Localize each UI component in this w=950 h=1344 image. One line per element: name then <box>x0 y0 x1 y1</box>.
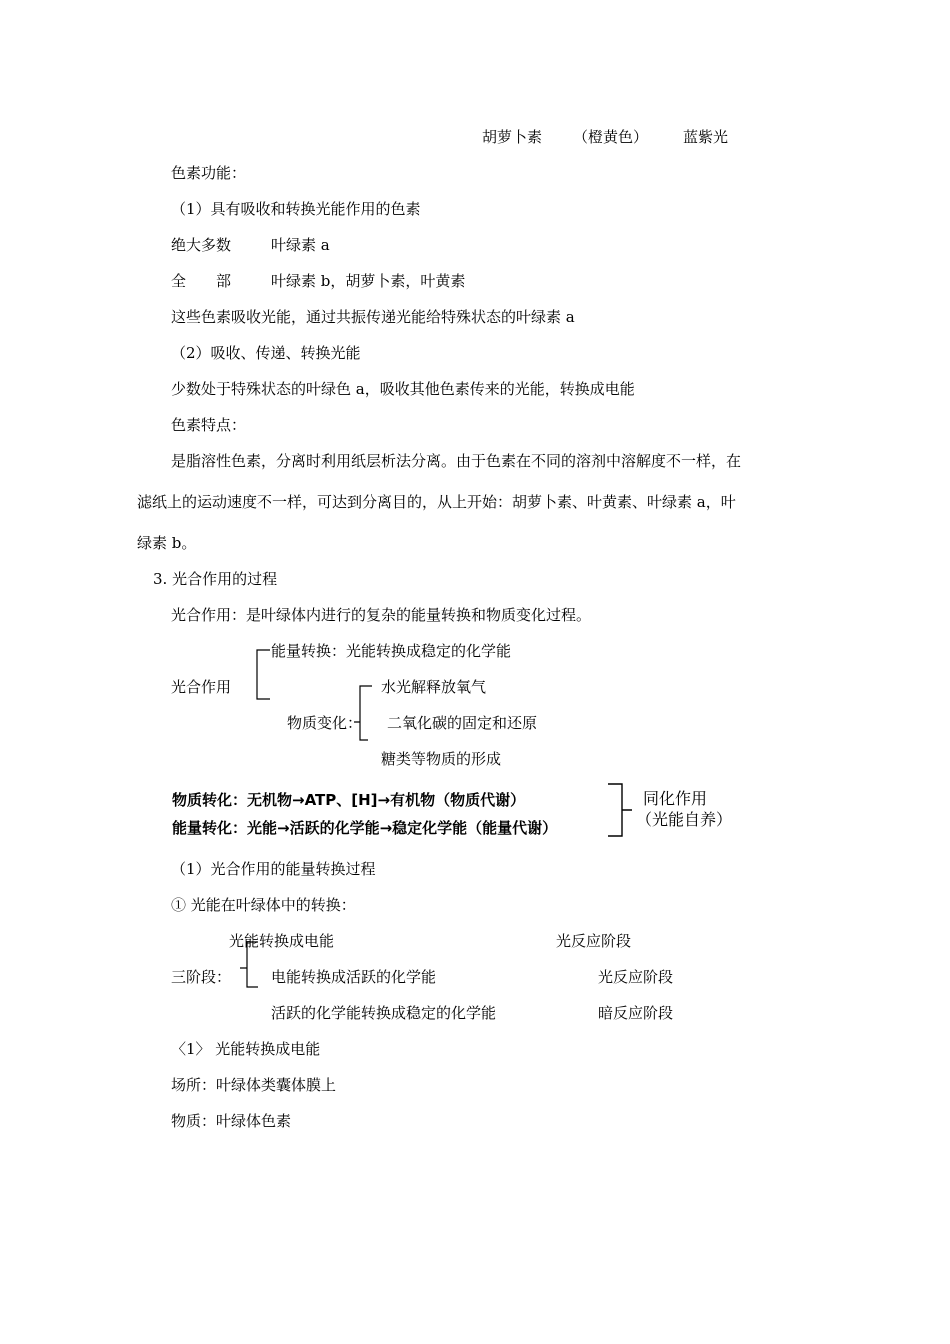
summary-right-title: 同化作用 <box>643 789 708 808</box>
func1-note: 这些色素吸收光能，通过共振传递光能给特殊状态的叶绿素 a <box>171 308 575 326</box>
main-brace <box>257 650 270 699</box>
feature-line-3: 绿素 b。 <box>137 534 197 552</box>
stage-2-phase: 光反应阶段 <box>598 968 674 986</box>
diagram-root: 光合作用 <box>171 678 232 696</box>
step1-title: 〈1〉 光能转换成电能 <box>171 1040 321 1058</box>
func2-title: （2）吸收、传递、转换光能 <box>171 344 361 362</box>
matter-brace <box>354 686 372 740</box>
pigment-name: 胡萝卜素 <box>482 128 543 146</box>
diagram-energy: 能量转换：光能转换成稳定的化学能 <box>271 642 512 660</box>
sub1-title: （1）光合作用的能量转换过程 <box>171 860 376 878</box>
summary-matter-line: 物质转化：无机物→ATP、[H]→有机物（物质代谢） <box>172 791 526 809</box>
func1-title: （1）具有吸收和转换光能作用的色素 <box>171 200 421 218</box>
sub1-point: ① 光能在叶绿体中的转换： <box>171 896 356 914</box>
feature-heading: 色素特点： <box>171 416 247 434</box>
feature-line-2: 滤纸上的运动速度不一样，可达到分离目的，从上开始：胡萝卜素、叶黄素、叶绿素 a，叶 <box>137 493 736 511</box>
diagram-matter-item-2: 二氧化碳的固定和还原 <box>387 714 538 732</box>
summary-brace <box>608 784 632 836</box>
func1-row2-value: 叶绿素 b，胡萝卜素，叶黄素 <box>271 272 466 290</box>
diagram-matter-item-1: 水光解释放氧气 <box>381 678 487 696</box>
step1-place: 场所：叶绿体类囊体膜上 <box>171 1076 337 1094</box>
stage-1-process: 光能转换成电能 <box>229 932 335 950</box>
diagram-matter-label: 物质变化： <box>287 714 363 732</box>
func1-row2-label: 全 部 <box>171 272 232 290</box>
stages-label: 三阶段： <box>171 968 232 986</box>
section3-title: 3. 光合作用的过程 <box>153 570 278 588</box>
func1-row1-value: 叶绿素 a <box>271 236 330 254</box>
pigment-light: 蓝紫光 <box>683 128 729 146</box>
diagram-matter-item-3: 糖类等物质的形成 <box>381 750 502 768</box>
stage-1-phase: 光反应阶段 <box>556 932 632 950</box>
feature-line-1: 是脂溶性色素，分离时利用纸层析法分离。由于色素在不同的溶剂中溶解度不一样，在 <box>171 452 742 470</box>
stage-3-process: 活跃的化学能转换成稳定的化学能 <box>271 1004 497 1022</box>
summary-right-sub: （光能自养） <box>636 810 733 829</box>
summary-energy-line: 能量转化：光能→活跃的化学能→稳定化学能（能量代谢） <box>172 819 558 837</box>
pigment-color: （橙黄色） <box>573 128 649 146</box>
stage-2-process: 电能转换成活跃的化学能 <box>271 968 437 986</box>
stage-3-phase: 暗反应阶段 <box>598 1004 674 1022</box>
section3-definition: 光合作用：是叶绿体内进行的复杂的能量转换和物质变化过程。 <box>171 606 592 624</box>
function-heading: 色素功能： <box>171 164 247 182</box>
func1-row1-label: 绝大多数 <box>171 236 232 254</box>
step1-material: 物质：叶绿体色素 <box>171 1112 292 1130</box>
stages-brace <box>240 942 258 987</box>
func2-note: 少数处于特殊状态的叶绿色 a，吸收其他色素传来的光能，转换成电能 <box>171 380 635 398</box>
